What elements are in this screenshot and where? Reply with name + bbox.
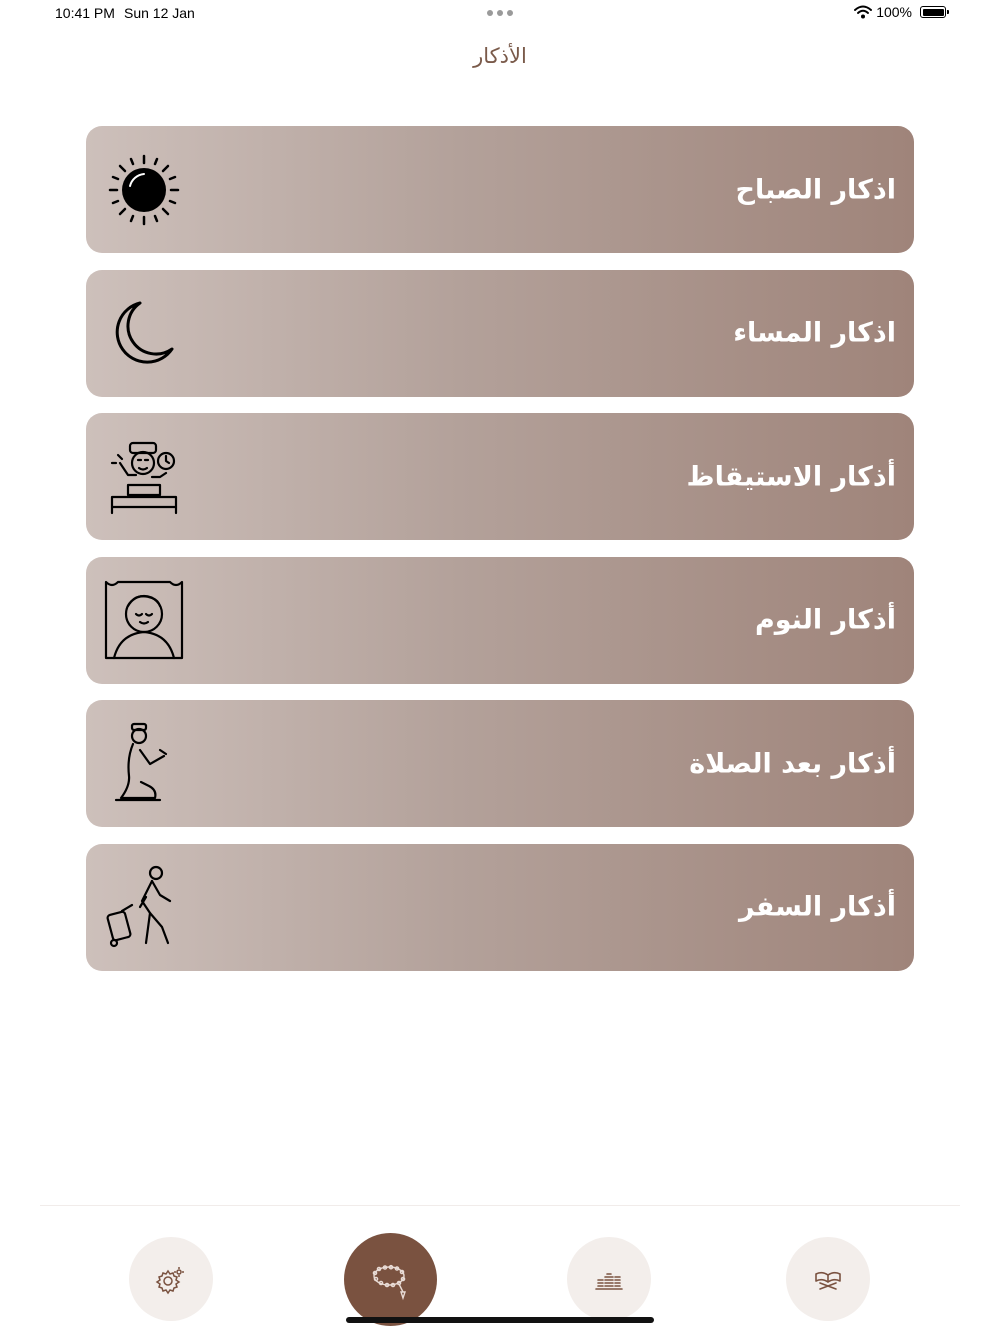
card-label: اذكار الصباح bbox=[735, 174, 896, 205]
wifi-icon bbox=[854, 5, 872, 19]
quran-stand-icon bbox=[812, 1263, 844, 1295]
card-waking-adhkar[interactable] bbox=[86, 413, 914, 540]
status-time: 10:41 PM bbox=[55, 5, 115, 21]
card-evening-adhkar[interactable] bbox=[86, 270, 914, 397]
multitasking-dots-icon[interactable] bbox=[487, 10, 513, 16]
status-indicators bbox=[854, 4, 946, 20]
home-indicator[interactable] bbox=[346, 1317, 654, 1323]
traveler-icon bbox=[100, 863, 188, 951]
page-title: الأذكار bbox=[473, 44, 527, 68]
tab-settings[interactable] bbox=[129, 1237, 213, 1321]
battery-icon bbox=[920, 6, 946, 18]
tab-quran[interactable] bbox=[786, 1237, 870, 1321]
status-bar bbox=[0, 0, 1000, 28]
sun-icon bbox=[100, 146, 188, 234]
praying-icon bbox=[100, 720, 188, 808]
card-sleep-adhkar[interactable] bbox=[86, 557, 914, 684]
card-label: أذكار بعد الصلاة bbox=[689, 748, 896, 779]
prayer-beads-icon bbox=[369, 1258, 413, 1302]
tab-bar-divider bbox=[40, 1205, 960, 1206]
card-label: اذكار المساء bbox=[733, 317, 896, 349]
waking-up-icon bbox=[100, 433, 188, 521]
bars-icon bbox=[593, 1263, 625, 1295]
card-travel-adhkar[interactable] bbox=[86, 844, 914, 971]
card-label: أذكار النوم bbox=[754, 604, 896, 636]
adhkar-list bbox=[86, 126, 914, 987]
card-label: أذكار السفر bbox=[739, 891, 896, 923]
card-after-prayer-adhkar[interactable] bbox=[86, 700, 914, 827]
status-date: Sun 12 Jan bbox=[124, 5, 195, 21]
sleeping-icon bbox=[100, 576, 188, 664]
battery-percentage: 100% bbox=[876, 4, 912, 20]
tab-adhkar[interactable] bbox=[344, 1233, 437, 1326]
gear-icon bbox=[155, 1263, 187, 1295]
card-label: أذكار الاستيقاظ bbox=[686, 461, 896, 492]
card-morning-adhkar[interactable] bbox=[86, 126, 914, 253]
moon-icon bbox=[100, 289, 188, 377]
tab-counter[interactable] bbox=[567, 1237, 651, 1321]
